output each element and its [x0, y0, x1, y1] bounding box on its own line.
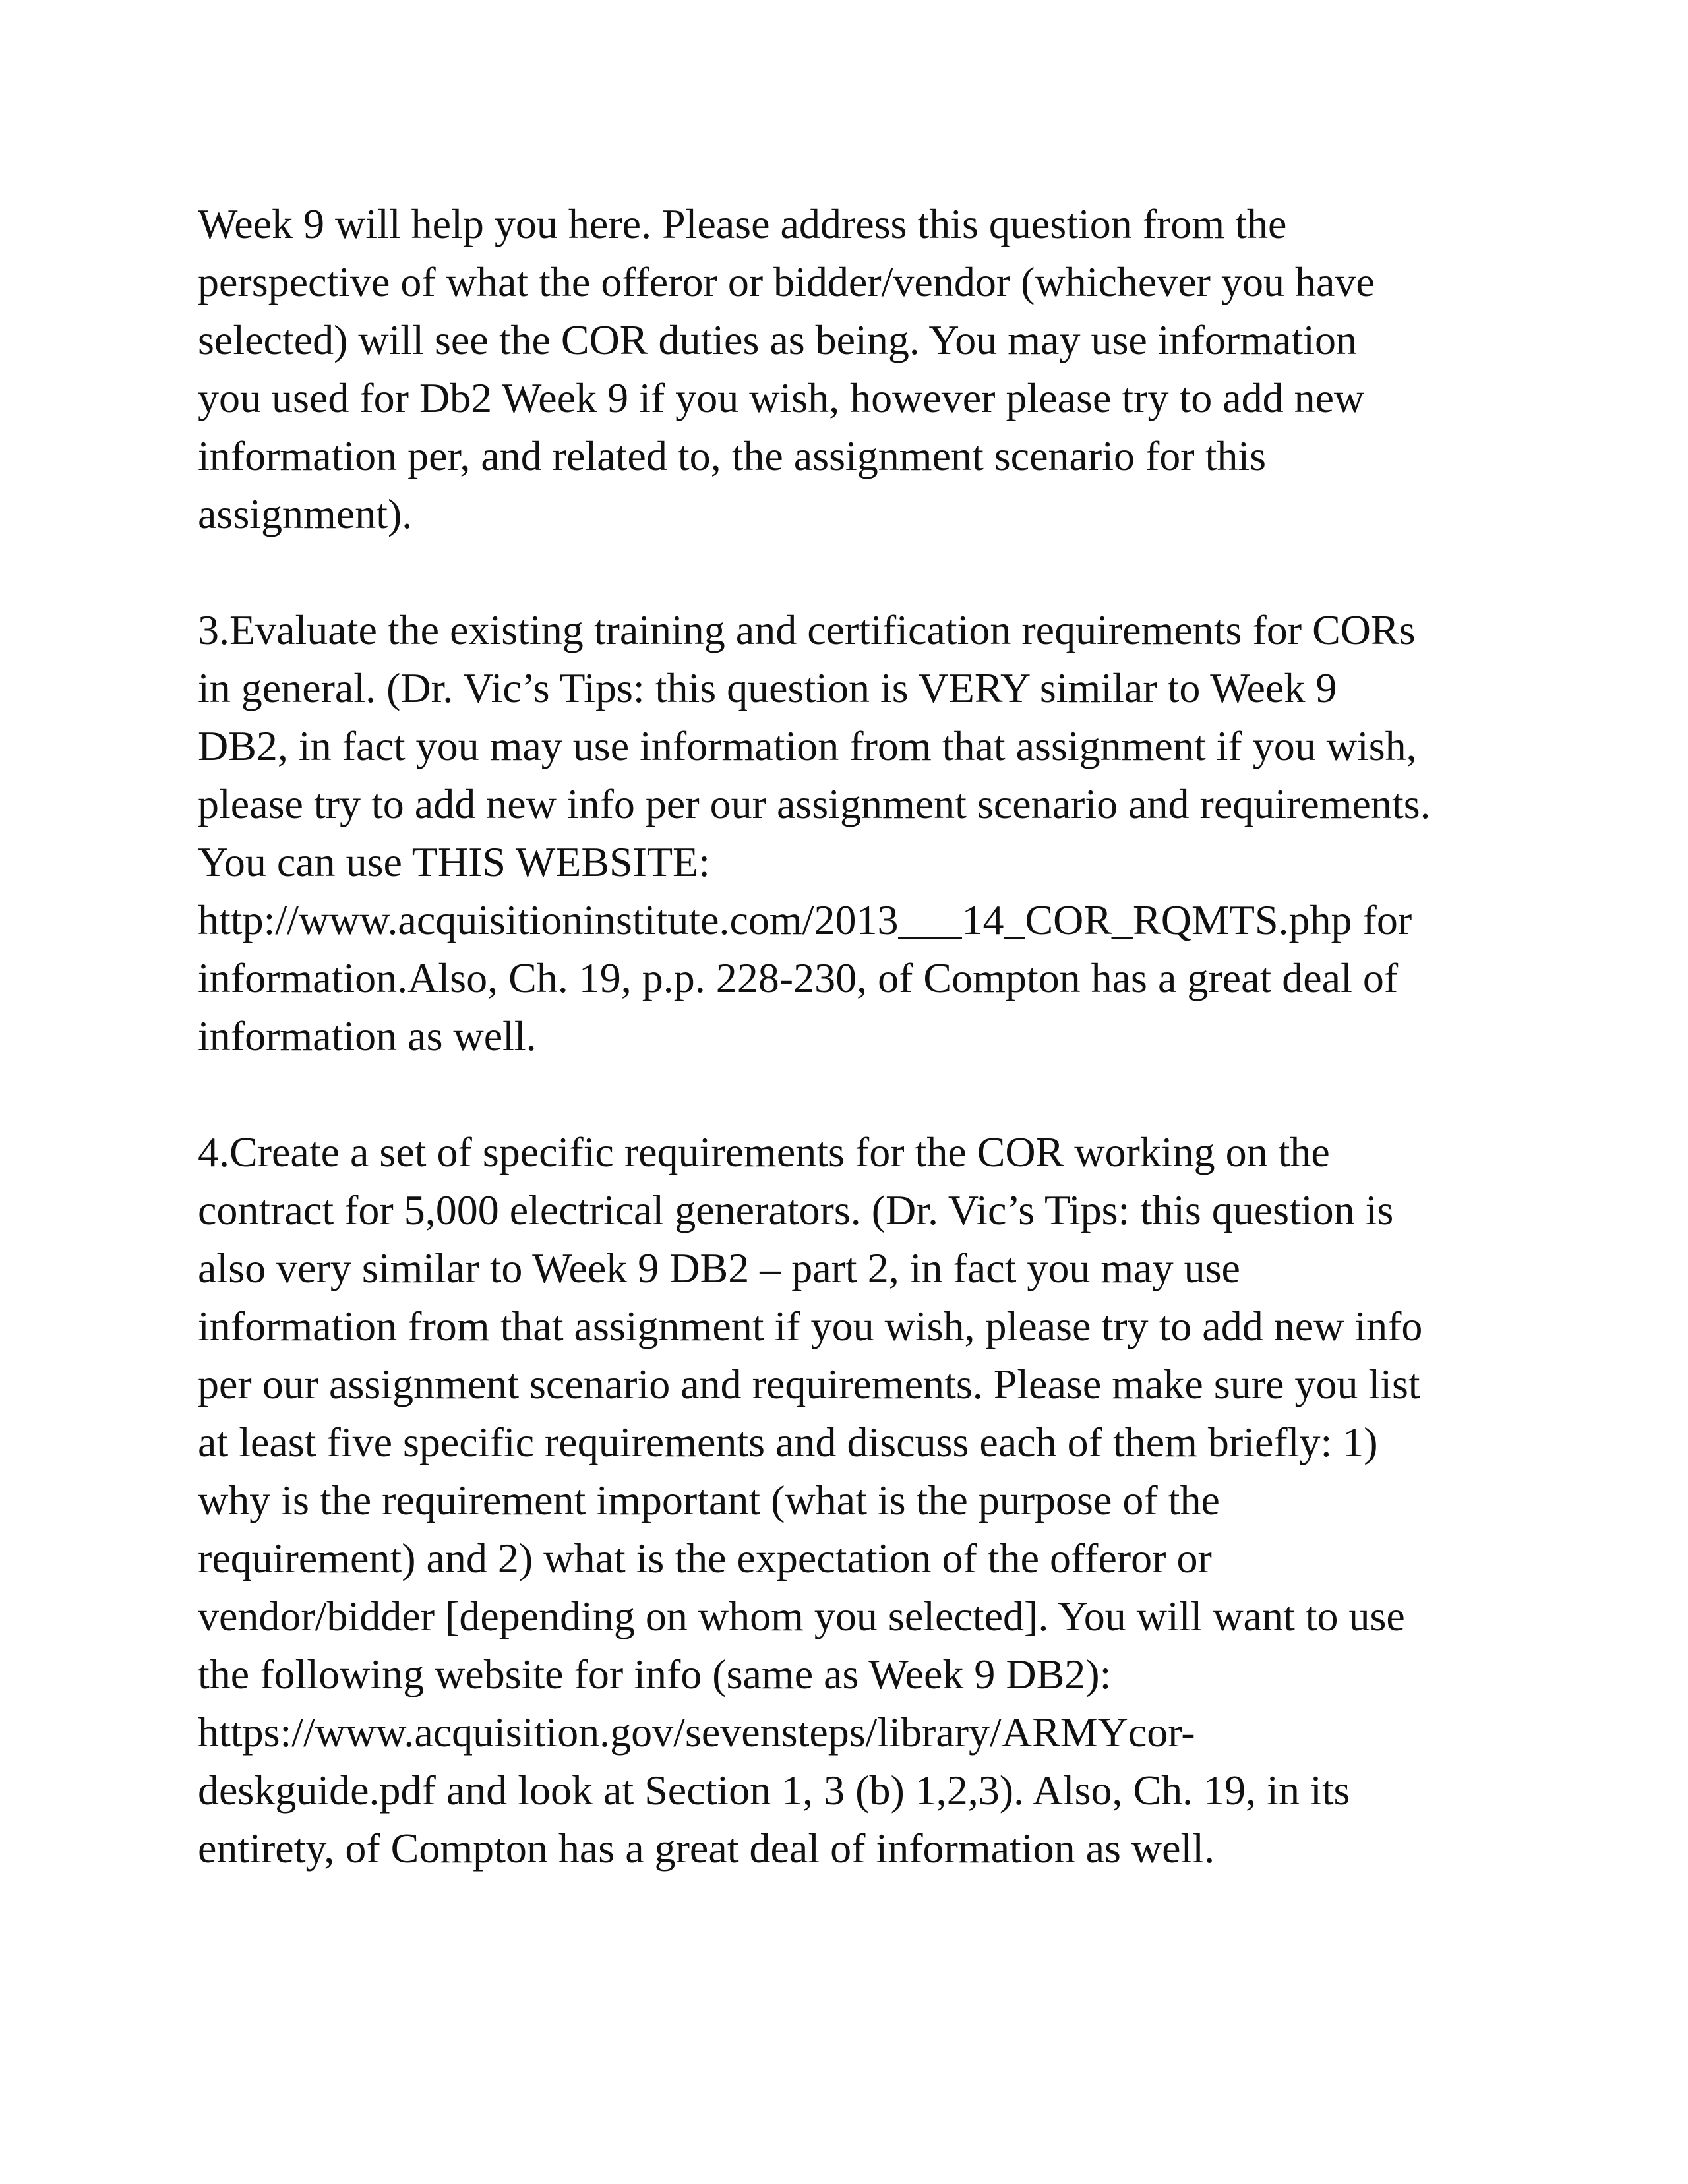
text-line: 3.Evaluate the existing training and certification requirements for CORs: [198, 606, 1416, 653]
text-line: requirement) and 2) what is the expectation of the offeror or: [198, 1535, 1212, 1581]
text-line: in general. (Dr. Vic’s Tips: this question is VERY similar to Week 9: [198, 664, 1337, 711]
paragraph-question-4: [198, 1123, 1517, 1877]
text-line: selected) will see the COR duties as being. You may use information: [198, 316, 1357, 363]
text-line: information.Also, Ch. 19, p.p. 228-230, of Compton has a great deal of: [198, 955, 1399, 1001]
text-line: at least five specific requirements and discuss each of them briefly: 1): [198, 1419, 1378, 1465]
text-line: information from that assignment if you wish, please try to add new info: [198, 1303, 1423, 1349]
url-line: https://www.acquisition.gov/sevensteps/library/ARMYcor-: [198, 1709, 1195, 1756]
text-line: also very similar to Week 9 DB2 – part 2, in fact you may use: [198, 1245, 1240, 1291]
text-line: perspective of what the offeror or bidder/vendor (whichever you have: [198, 258, 1375, 305]
url-line: http://www.acquisitioninstitute.com/2013___14_COR_RQMTS.php for: [198, 897, 1412, 943]
paragraph-question-3: [198, 601, 1517, 1065]
text-line: deskguide.pdf and look at Section 1, 3 (b) 1,2,3). Also, Ch. 19, in its: [198, 1767, 1350, 1814]
text-line: You can use THIS WEBSITE:: [198, 839, 710, 885]
text-line: DB2, in fact you may use information from that assignment if you wish,: [198, 723, 1417, 769]
text-line: information as well.: [198, 1013, 537, 1059]
text-line: information per, and related to, the assignment scenario for this: [198, 432, 1267, 479]
text-line: vendor/bidder [depending on whom you selected]. You will want to use: [198, 1593, 1405, 1639]
text-line: per our assignment scenario and requirements. Please make sure you list: [198, 1361, 1420, 1407]
text-line: the following website for info (same as Week 9 DB2):: [198, 1651, 1112, 1697]
text-line: 4.Create a set of specific requirements for the COR working on the: [198, 1129, 1330, 1175]
text-line: contract for 5,000 electrical generators. (Dr. Vic’s Tips: this question is: [198, 1187, 1394, 1233]
text-line: why is the requirement important (what is the purpose of the: [198, 1477, 1220, 1523]
text-line: you used for Db2 Week 9 if you wish, however please try to add new: [198, 374, 1365, 421]
text-line: Week 9 will help you here. Please address this question from the: [198, 200, 1287, 247]
paragraph-cor-duties-perspective: [198, 195, 1517, 543]
text-line: please try to add new info per our assignment scenario and requirements.: [198, 781, 1431, 827]
text-line: assignment).: [198, 490, 413, 537]
text-line: entirety, of Compton has a great deal of information as well.: [198, 1825, 1215, 1872]
